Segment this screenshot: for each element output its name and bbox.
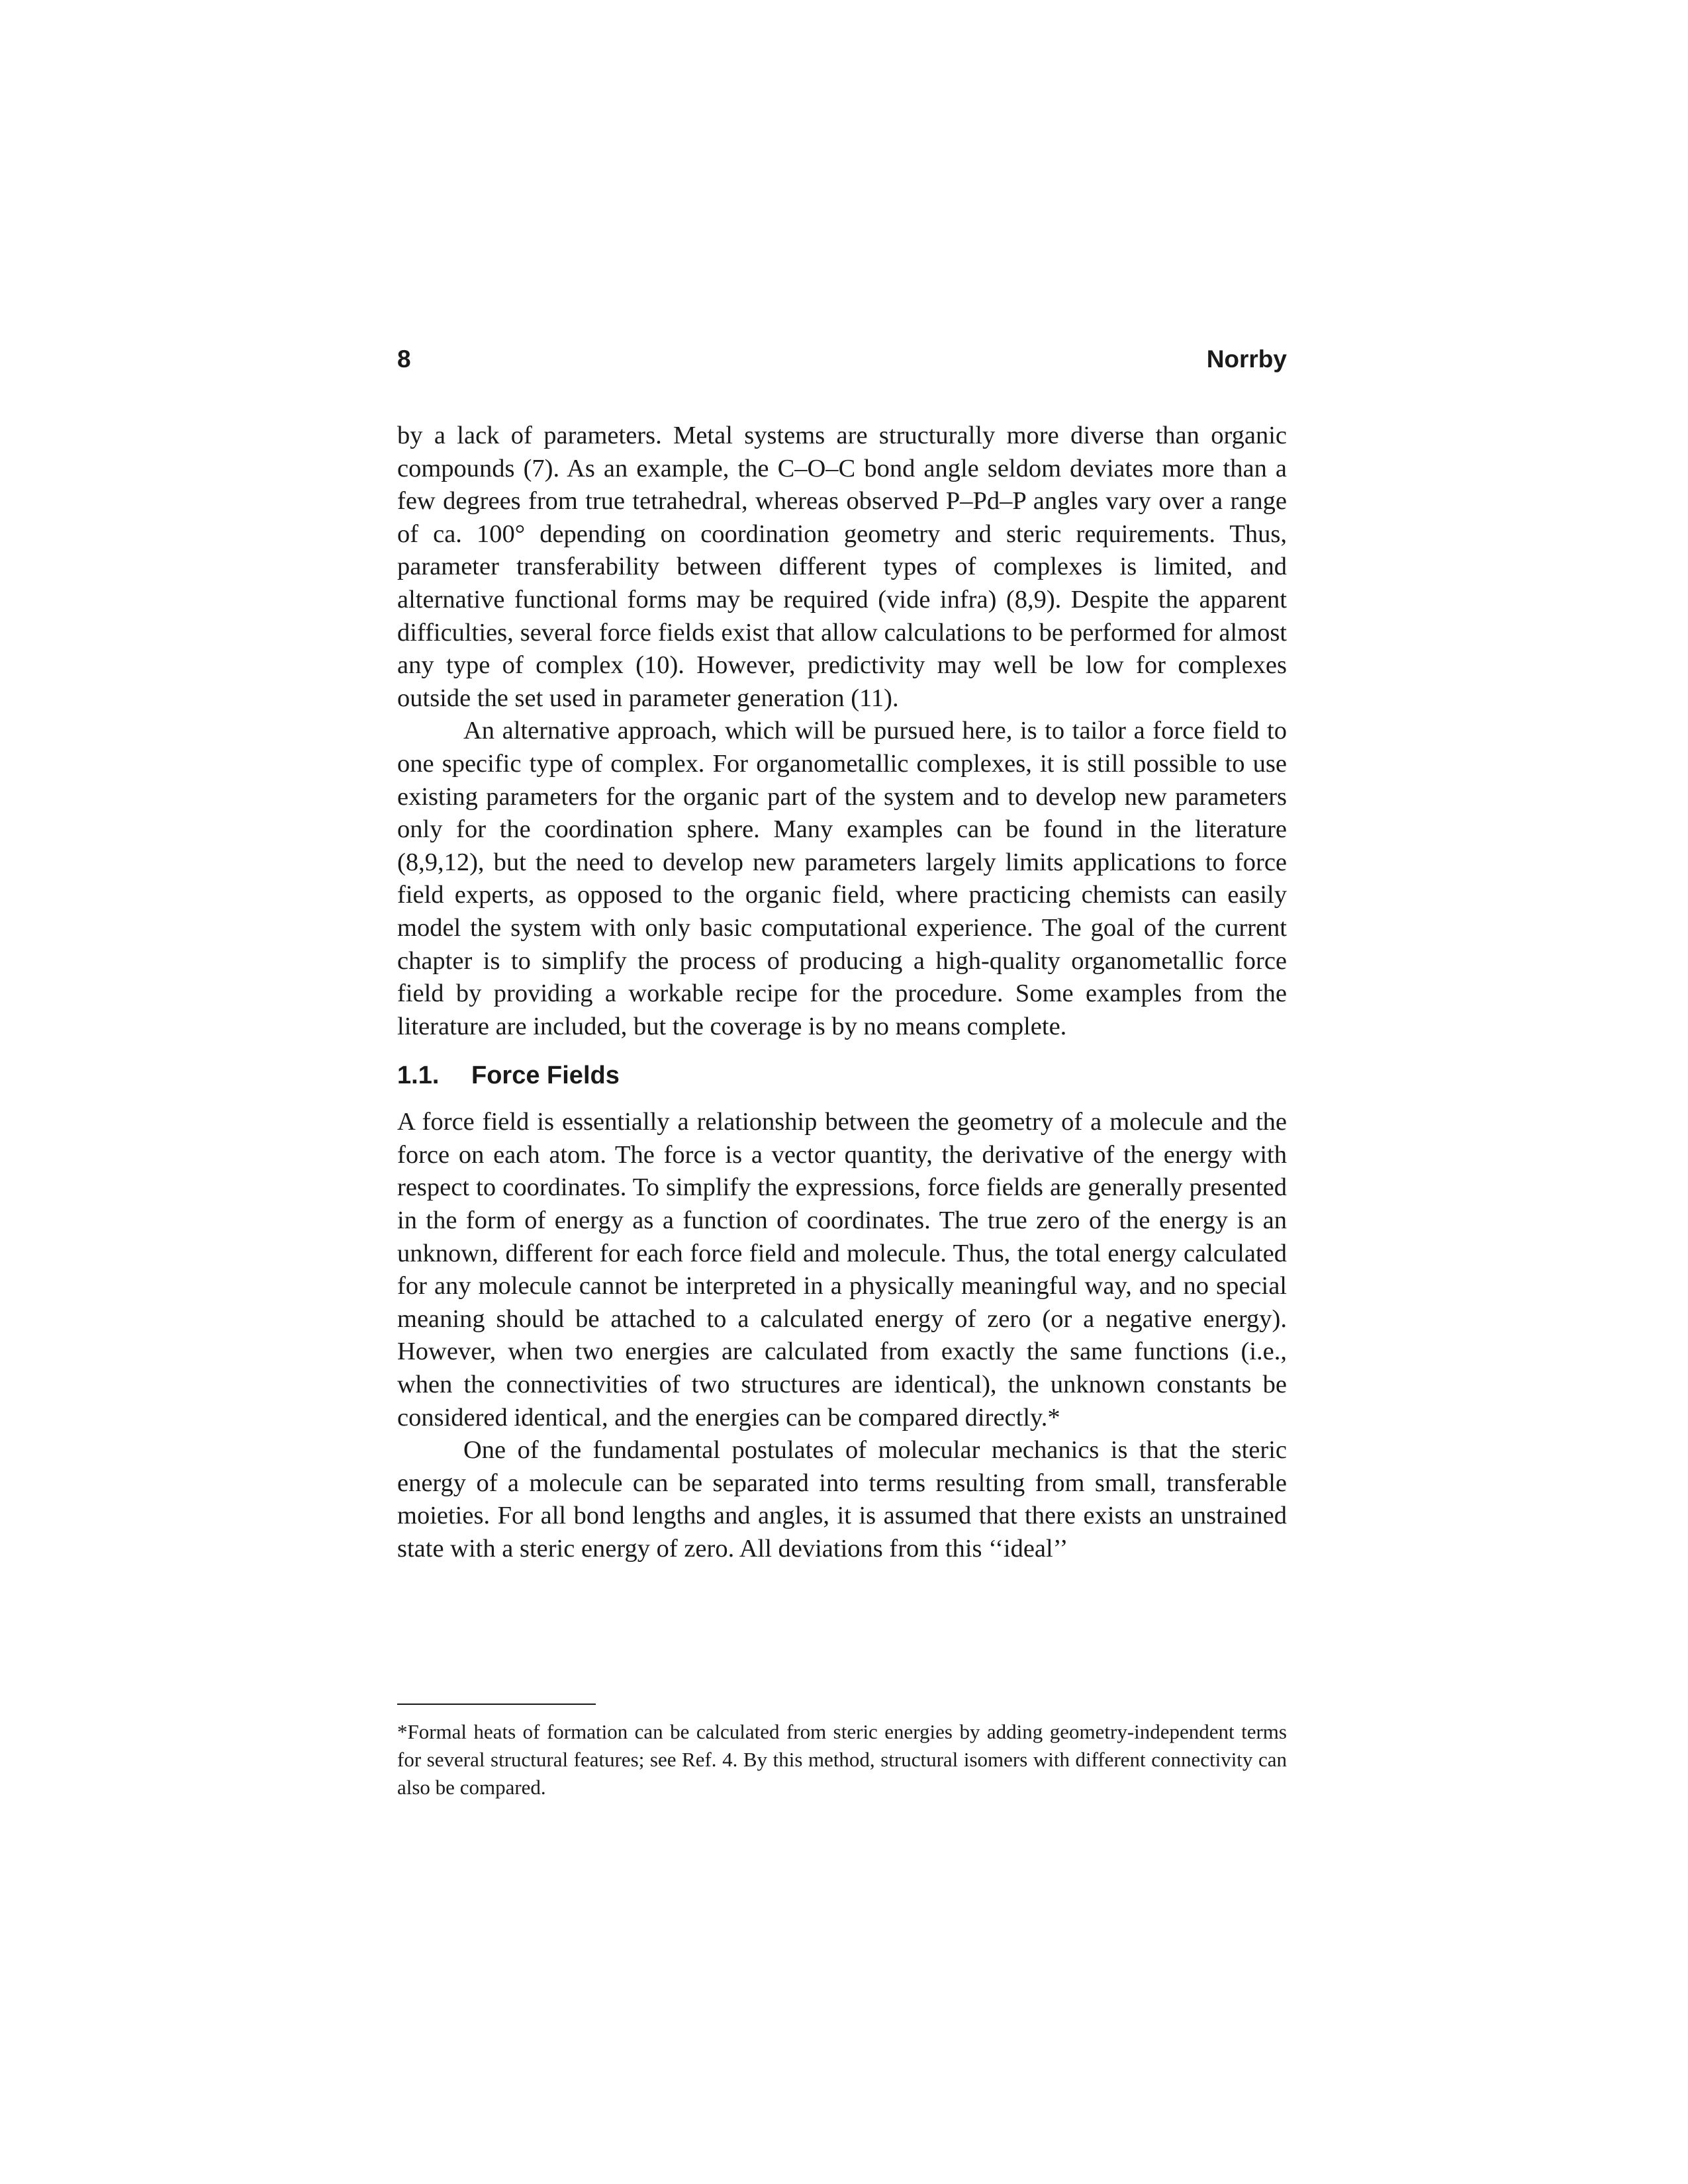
section-heading	[397, 1059, 1287, 1092]
running-head	[397, 343, 1287, 376]
page-number: 8	[397, 345, 411, 373]
paragraph: A force field is essentially a relationship between the geometry of a molecule and the force on each atom. The force is a vector quantity, the derivative of the energy with respect to coordinates. To simplify the expressions, force fields are generally presented in the form of energy as a function of coordinates. The true zero of the energy is an unknown, different for each force field and molecule. Thus, the total energy calculated for any molecule cannot be interpreted in a physically meaningful way, and no special meaning should be attached to a calculated energy of zero (or a negative energy). However, when two energies are calculated from exactly the same functions (i.e., when the connectivities of two structures are identical), the unknown constants be considered identical, and the energies can be compared directly.*	[397, 1108, 1287, 1432]
section-title: Force Fields	[471, 1062, 620, 1090]
body-text	[397, 420, 1287, 1566]
paragraph-continued: by a lack of parameters. Metal systems are structurally more diverse than organic compounds (7). As an example, the C–O–C bond angle seldom deviates more than a few degrees from true tetrahedral, whereas observed P–Pd–P angles vary over a range of ca. 100° depending on coordination geometry and steric requirements. Thus, parameter transferability between different types of complexes is limited, and alternative functional forms may be required (vide infra) (8,9). Despite the apparent difficulties, several force fields exist that allow calculations to be performed for almost any type of complex (10). However, predictivity may well be low for complexes outside the set used in parameter generation (11).	[397, 422, 1287, 712]
book-page	[397, 0, 1287, 2184]
footnote-rule	[397, 1704, 596, 1705]
paragraph: One of the fundamental postulates of molecular mechanics is that the steric energy of a molecule can be separated into terms resulting from small, transferable moieties. For all bond lengths and angles, it is assumed that there exists an unstrained state with a steric energy of zero. All deviations from this ‘‘ideal’’	[397, 1436, 1287, 1563]
section-number: 1.1.	[397, 1062, 440, 1090]
paragraph: An alternative approach, which will be pursued here, is to tailor a force field to one specific type of complex. For organometallic complexes, it is still possible to use existing parameters for the organic part of the system and to develop new parameters only for the coordination sphere. Many examples can be found in the literature (8,9,12), but the need to develop new parameters largely limits applications to force field experts, as opposed to the organic field, where practicing chemists can easily model the system with only basic computational experience. The goal of the current chapter is to simplify the process of producing a high-quality organometallic force field by providing a workable recipe for the procedure. Some examples from the literature are included, but the coverage is by no means complete.	[397, 717, 1287, 1040]
footnote: *Formal heats of formation can be calculated from steric energies by adding geometry-independent terms for several structural features; see Ref. 4. By this method, structural isomers with different connectivity can also be compared.	[397, 1720, 1287, 1799]
running-head-author: Norrby	[1206, 345, 1287, 373]
